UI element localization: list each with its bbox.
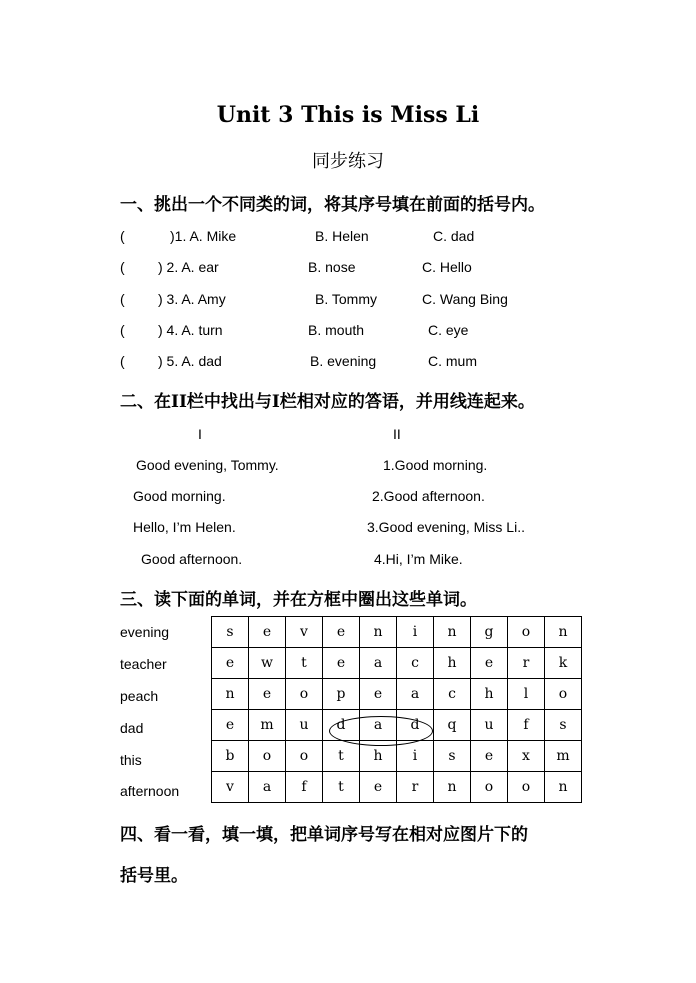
grid-cell[interactable]: u (471, 710, 508, 741)
grid-row (212, 648, 582, 679)
grid-cell[interactable]: e (323, 648, 360, 679)
grid-cell[interactable]: i (397, 617, 434, 648)
grid-row (212, 679, 582, 710)
grid-cell[interactable]: l (508, 679, 545, 710)
grid-cell[interactable]: n (545, 617, 582, 648)
grid-cell[interactable]: v (212, 772, 249, 803)
grid-cell[interactable]: o (286, 741, 323, 772)
question-option-c: C. mum (428, 353, 477, 369)
question-option-b: B. nose (308, 259, 356, 275)
match-item-right[interactable]: 1.Good morning. (383, 457, 488, 473)
grid-cell[interactable]: o (545, 679, 582, 710)
grid-cell[interactable]: o (286, 679, 323, 710)
grid-cell[interactable]: x (508, 741, 545, 772)
grid-cell[interactable]: r (508, 648, 545, 679)
answer-bracket[interactable]: ( (120, 228, 125, 244)
match-item-left[interactable]: Good afternoon. (141, 551, 243, 567)
grid-cell[interactable]: v (286, 617, 323, 648)
grid-cell[interactable]: s (545, 710, 582, 741)
question-option-b: B. Tommy (315, 291, 377, 307)
match-item-right[interactable]: 4.Hi, I’m Mike. (374, 551, 463, 567)
question-option-c: C. Wang Bing (422, 291, 508, 307)
grid-cell[interactable]: e (249, 617, 286, 648)
answer-bracket[interactable]: ( (120, 353, 125, 369)
answer-bracket[interactable]: ( (120, 259, 125, 275)
grid-cell[interactable]: w (249, 648, 286, 679)
word-list-item: peach (120, 688, 159, 704)
circled-word-dad (329, 716, 433, 746)
grid-cell[interactable]: e (360, 679, 397, 710)
grid-cell[interactable]: t (286, 648, 323, 679)
grid-cell[interactable]: e (212, 648, 249, 679)
word-list-item: teacher (120, 656, 167, 672)
question-option-a: ) 3. A. Amy (158, 291, 226, 307)
section2-heading: 二、在II栏中找出与I栏相对应的答语，并用线连起来。 (120, 392, 535, 412)
grid-cell[interactable]: t (323, 741, 360, 772)
grid-cell[interactable]: b (212, 741, 249, 772)
grid-cell[interactable]: u (286, 710, 323, 741)
grid-cell[interactable]: e (323, 617, 360, 648)
question-option-a: )1. A. Mike (170, 228, 237, 244)
grid-cell[interactable]: o (471, 772, 508, 803)
question-option-a: ) 2. A. ear (158, 259, 219, 275)
grid-cell[interactable]: k (545, 648, 582, 679)
grid-cell[interactable]: n (360, 617, 397, 648)
match-item-right[interactable]: 3.Good evening, Miss Li.. (367, 519, 525, 535)
word-search-grid (211, 616, 582, 803)
grid-cell[interactable]: n (212, 679, 249, 710)
grid-cell[interactable]: n (434, 617, 471, 648)
question-option-c: C. eye (428, 322, 469, 338)
question-option-b: B. evening (310, 353, 377, 369)
grid-cell[interactable]: p (323, 679, 360, 710)
grid-cell[interactable]: m (249, 710, 286, 741)
grid-cell[interactable]: o (508, 772, 545, 803)
question-option-a: ) 4. A. turn (158, 322, 223, 338)
match-item-right[interactable]: 2.Good afternoon. (372, 488, 485, 504)
grid-cell[interactable]: i (397, 741, 434, 772)
grid-cell[interactable]: e (212, 710, 249, 741)
section4-heading: 四、看一看，填一填，把单词序号写在相对应图片下的 (120, 825, 528, 845)
word-list-item: this (120, 752, 142, 768)
grid-row (212, 617, 582, 648)
section4-heading-continued: 括号里。 (120, 866, 188, 886)
question-option-c: C. dad (433, 228, 475, 244)
grid-cell[interactable]: d (397, 710, 434, 741)
question-option-b: B. mouth (308, 322, 365, 338)
grid-cell[interactable]: r (397, 772, 434, 803)
grid-cell[interactable]: e (471, 741, 508, 772)
grid-cell[interactable]: a (397, 679, 434, 710)
grid-cell[interactable]: s (212, 617, 249, 648)
word-list-item: evening (120, 624, 170, 640)
section1-heading: 一、挑出一个不同类的词，将其序号填在前面的括号内。 (120, 195, 545, 215)
grid-cell[interactable]: e (249, 679, 286, 710)
grid-cell[interactable]: c (434, 679, 471, 710)
word-list-item: dad (120, 720, 144, 736)
grid-cell[interactable]: c (397, 648, 434, 679)
page-title: Unit 3 This is Miss Li (216, 102, 480, 128)
column-header-i: I (198, 426, 202, 442)
grid-cell[interactable]: s (434, 741, 471, 772)
grid-cell[interactable]: h (434, 648, 471, 679)
grid-cell[interactable]: a (360, 648, 397, 679)
match-item-left[interactable]: Good evening, Tommy. (136, 457, 279, 473)
word-list-item: afternoon (120, 783, 180, 799)
grid-cell[interactable]: h (471, 679, 508, 710)
column-header-ii: II (393, 426, 401, 442)
match-item-left[interactable]: Good morning. (133, 488, 226, 504)
question-option-a: ) 5. A. dad (158, 353, 222, 369)
grid-cell[interactable]: h (360, 741, 397, 772)
page-subtitle: 同步练习 (312, 151, 384, 172)
grid-cell[interactable]: m (545, 741, 582, 772)
grid-cell[interactable]: q (434, 710, 471, 741)
grid-cell[interactable]: t (323, 772, 360, 803)
section3-heading: 三、读下面的单词，并在方框中圈出这些单词。 (120, 590, 477, 610)
answer-bracket[interactable]: ( (120, 322, 125, 338)
grid-cell[interactable]: n (434, 772, 471, 803)
grid-cell[interactable]: f (508, 710, 545, 741)
grid-cell[interactable]: n (545, 772, 582, 803)
match-item-left[interactable]: Hello, I’m Helen. (133, 519, 236, 535)
grid-cell[interactable]: e (471, 648, 508, 679)
grid-cell[interactable]: g (471, 617, 508, 648)
grid-cell[interactable]: f (286, 772, 323, 803)
grid-row (212, 772, 582, 803)
grid-cell[interactable]: o (249, 741, 286, 772)
grid-cell[interactable]: a (249, 772, 286, 803)
grid-cell[interactable]: o (508, 617, 545, 648)
answer-bracket[interactable]: ( (120, 291, 125, 307)
question-option-c: C. Hello (422, 259, 472, 275)
grid-cell[interactable]: e (360, 772, 397, 803)
question-option-b: B. Helen (315, 228, 369, 244)
grid-cell[interactable]: a (360, 710, 397, 741)
grid-cell[interactable]: d (323, 710, 360, 741)
